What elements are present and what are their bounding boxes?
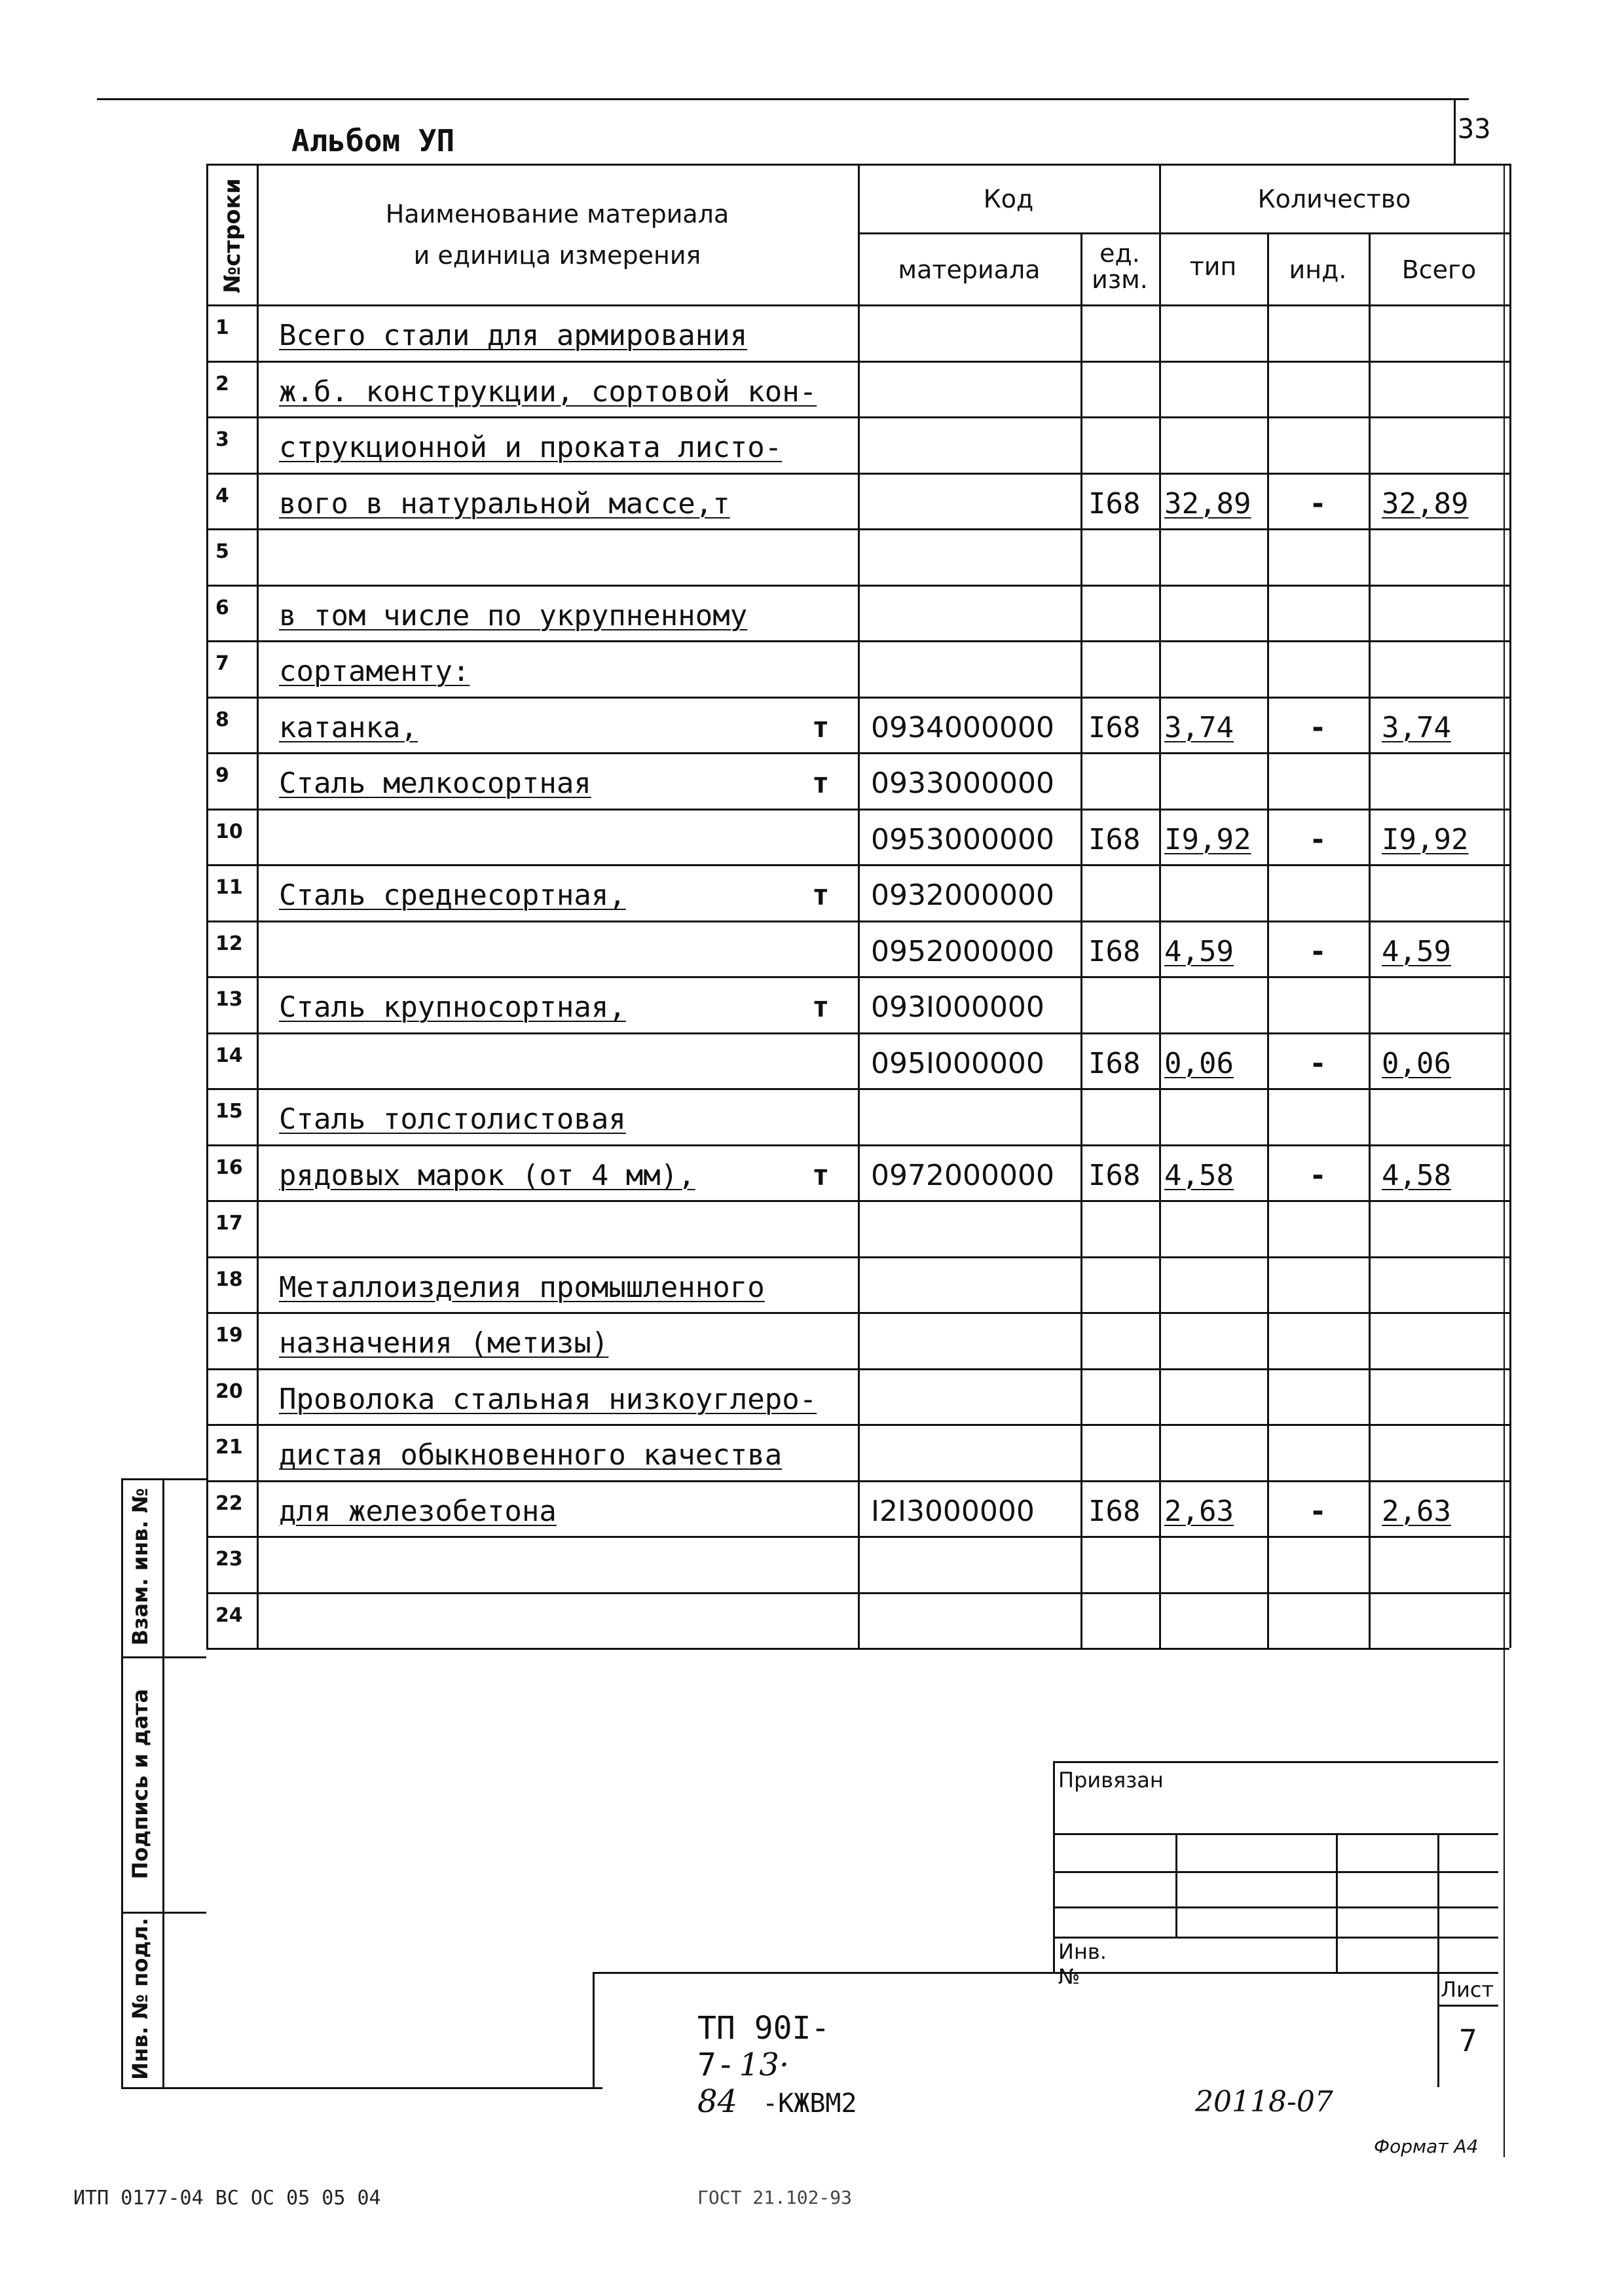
right-margin-rule xyxy=(1504,164,1505,2157)
row-qty-typ: 2,63 xyxy=(1164,1494,1234,1528)
side-strip-top xyxy=(121,1478,206,1480)
header-total: Всего xyxy=(1401,255,1477,284)
header-mid-rule xyxy=(858,232,1509,234)
row-qty-total: 2,63 xyxy=(1382,1494,1451,1528)
row-rule xyxy=(206,976,1509,978)
footer-left: ИТП 0177-04 ВС ОС 05 05 04 xyxy=(73,2187,381,2210)
row-number: 15 xyxy=(215,1100,243,1123)
row-number: 4 xyxy=(215,484,229,507)
row-rule xyxy=(206,1592,1509,1594)
row-number: 19 xyxy=(215,1324,243,1347)
side-strip-div1 xyxy=(121,1656,206,1658)
row-material-name: Металлоизделия промышленного xyxy=(279,1270,765,1304)
header-quantity: Количество xyxy=(1257,185,1411,213)
page-number-box-left xyxy=(1454,98,1456,164)
row-material-code: I2I3000000 xyxy=(871,1494,1035,1528)
row-unit-code: I68 xyxy=(1088,710,1141,744)
row-unit-code: I68 xyxy=(1088,934,1141,968)
row-material-name: Проволока стальная низкоуглеро- xyxy=(279,1382,817,1416)
row-rule xyxy=(206,1144,1509,1146)
row-rule xyxy=(206,752,1509,754)
row-rule xyxy=(206,1312,1509,1314)
header-row-number: №строки xyxy=(219,178,246,293)
row-qty-ind: - xyxy=(1309,1494,1327,1528)
row-qty-ind: - xyxy=(1309,710,1327,744)
row-material-name: в том числе по укрупненному xyxy=(279,598,748,632)
row-unit-code: I68 xyxy=(1088,1046,1141,1080)
row-number: 9 xyxy=(215,764,229,787)
row-rule xyxy=(206,361,1509,363)
row-rule xyxy=(206,1424,1509,1426)
footer-middle: ГОСТ 21.102-93 xyxy=(697,2187,853,2208)
row-unit-code: I68 xyxy=(1088,486,1141,520)
row-unit-code: I68 xyxy=(1088,822,1141,856)
row-qty-total: 32,89 xyxy=(1382,486,1469,520)
podpis-data-label: Подпись и дата xyxy=(128,1688,153,1880)
row-material-code: 095I000000 xyxy=(871,1046,1044,1080)
row-qty-typ: I9,92 xyxy=(1164,822,1251,856)
row-material-code: 0932000000 xyxy=(871,879,1054,912)
document-code-handwritten: 13· 84 xyxy=(697,2047,790,2120)
row-number: 3 xyxy=(215,428,229,451)
row-qty-ind: - xyxy=(1309,822,1327,856)
privyazan-label: Привязан xyxy=(1058,1768,1164,1793)
row-number: 12 xyxy=(215,932,243,955)
row-qty-total: 3,74 xyxy=(1382,710,1451,744)
row-qty-total: 0,06 xyxy=(1382,1046,1451,1080)
document-code xyxy=(697,2010,857,2120)
row-unit-code: I68 xyxy=(1088,1494,1141,1528)
row-unit: т xyxy=(812,767,830,800)
row-material-code: 0952000000 xyxy=(871,934,1054,968)
row-material-name: Сталь среднесортная, xyxy=(279,879,626,912)
document-code-suffix: -КЖВМ2 xyxy=(762,2088,857,2119)
column-rule xyxy=(1509,164,1511,1648)
frame-bottom xyxy=(206,2087,602,2089)
row-rule xyxy=(206,585,1509,587)
row-material-name: Сталь толстолистовая xyxy=(279,1102,626,1136)
row-material-name: назначения (метизы) xyxy=(279,1326,609,1360)
row-rule xyxy=(206,864,1509,866)
header-code: Код xyxy=(983,185,1034,213)
top-rule xyxy=(97,98,1469,100)
row-qty-typ: 4,58 xyxy=(1164,1158,1234,1192)
row-number: 6 xyxy=(215,596,229,619)
row-material-name: Сталь крупносортная, xyxy=(279,991,626,1024)
row-qty-ind: - xyxy=(1309,934,1327,968)
header-unit-line2: изм. xyxy=(1092,265,1148,294)
header-material: материала xyxy=(898,255,1041,284)
row-rule xyxy=(206,528,1509,530)
row-rule xyxy=(206,1032,1509,1034)
row-number: 21 xyxy=(215,1436,243,1459)
row-unit: т xyxy=(812,991,830,1024)
row-material-code: 093I000000 xyxy=(871,991,1044,1024)
row-number: 7 xyxy=(215,652,229,675)
side-strip-left xyxy=(121,1478,123,2087)
row-rule xyxy=(206,809,1509,811)
column-rule xyxy=(1080,232,1082,1648)
row-number: 1 xyxy=(215,316,229,339)
row-material-code: 0972000000 xyxy=(871,1158,1054,1192)
row-material-name: струкционной и проката листо- xyxy=(279,431,783,464)
sheet-number: 7 xyxy=(1459,2023,1477,2058)
row-rule xyxy=(206,1256,1509,1258)
row-material-code: 0953000000 xyxy=(871,822,1054,856)
row-material-name: катанка, xyxy=(279,710,418,744)
row-rule xyxy=(206,920,1509,922)
row-rule xyxy=(206,1368,1509,1370)
row-qty-total: I9,92 xyxy=(1382,822,1469,856)
row-material-name: Всего стали для армирования xyxy=(279,319,748,352)
row-number: 2 xyxy=(215,372,229,395)
side-strip-right xyxy=(162,1478,164,2087)
row-number: 5 xyxy=(215,540,229,563)
row-qty-typ: 0,06 xyxy=(1164,1046,1234,1080)
row-qty-total: 4,59 xyxy=(1382,934,1451,968)
row-material-name: вого в натуральной массе,т xyxy=(279,486,730,520)
row-qty-typ: 3,74 xyxy=(1164,710,1234,744)
row-unit: т xyxy=(812,710,830,744)
row-qty-ind: - xyxy=(1309,1046,1327,1080)
row-qty-ind: - xyxy=(1309,486,1327,520)
row-number: 17 xyxy=(215,1212,243,1235)
row-rule xyxy=(206,1200,1509,1202)
row-number: 8 xyxy=(215,708,229,731)
row-number: 23 xyxy=(215,1548,243,1571)
row-rule xyxy=(206,473,1509,475)
row-number: 10 xyxy=(215,820,243,843)
row-rule xyxy=(206,640,1509,642)
vzam-inv-label: Взам. инв. № xyxy=(128,1487,153,1646)
row-unit: т xyxy=(812,1158,830,1192)
handwritten-note: 20118-07 xyxy=(1195,2085,1333,2119)
row-material-name: рядовых марок (от 4 мм), xyxy=(279,1158,695,1192)
header-name-line2: и единица измерения xyxy=(413,241,701,270)
row-rule xyxy=(206,1536,1509,1538)
row-rule xyxy=(206,697,1509,699)
inv-no-label: Инв. № xyxy=(1058,1939,1107,1989)
header-ind: инд. xyxy=(1289,255,1347,284)
header-unit-line1: ед. xyxy=(1099,239,1140,268)
inv-podl-label: Инв. № подл. xyxy=(128,1918,153,2080)
row-material-name: сортаменту: xyxy=(279,655,470,688)
row-unit: т xyxy=(812,879,830,912)
header-typ: тип xyxy=(1189,252,1237,281)
sheet-label: Лист xyxy=(1441,1977,1494,2002)
row-rule xyxy=(206,416,1509,418)
row-qty-ind: - xyxy=(1309,1158,1327,1192)
row-material-name: ж.б. конструкции, сортовой кон- xyxy=(279,374,817,409)
row-number: 14 xyxy=(215,1044,243,1067)
row-number: 24 xyxy=(215,1603,243,1627)
row-number: 20 xyxy=(215,1379,243,1403)
row-number: 18 xyxy=(215,1267,243,1291)
row-rule xyxy=(206,1088,1509,1090)
row-number: 11 xyxy=(215,876,243,899)
format-label: Формат А4 xyxy=(1374,2136,1479,2157)
row-qty-total: 4,58 xyxy=(1382,1158,1451,1192)
row-unit-code: I68 xyxy=(1088,1158,1141,1192)
row-material-name: Сталь мелкосортная xyxy=(279,767,591,800)
row-rule xyxy=(206,1480,1509,1482)
row-material-code: 0933000000 xyxy=(871,767,1054,800)
album-title: Альбом УП xyxy=(291,123,455,158)
row-qty-typ: 4,59 xyxy=(1164,934,1234,968)
row-material-name: дистая обыкновенного качества xyxy=(279,1438,783,1472)
header-name-line1: Наименование материала xyxy=(385,200,729,228)
row-qty-typ: 32,89 xyxy=(1164,486,1251,520)
page-number: 33 xyxy=(1458,113,1491,145)
row-number: 22 xyxy=(215,1491,243,1515)
document-code-printed: ТП 90I-7- xyxy=(697,2010,830,2083)
row-material-name: для железобетона xyxy=(279,1494,557,1528)
row-material-code: 0934000000 xyxy=(871,710,1054,744)
column-rule xyxy=(1369,232,1371,1648)
row-number: 13 xyxy=(215,988,243,1011)
row-rule xyxy=(206,1648,1509,1650)
row-number: 16 xyxy=(215,1156,243,1179)
